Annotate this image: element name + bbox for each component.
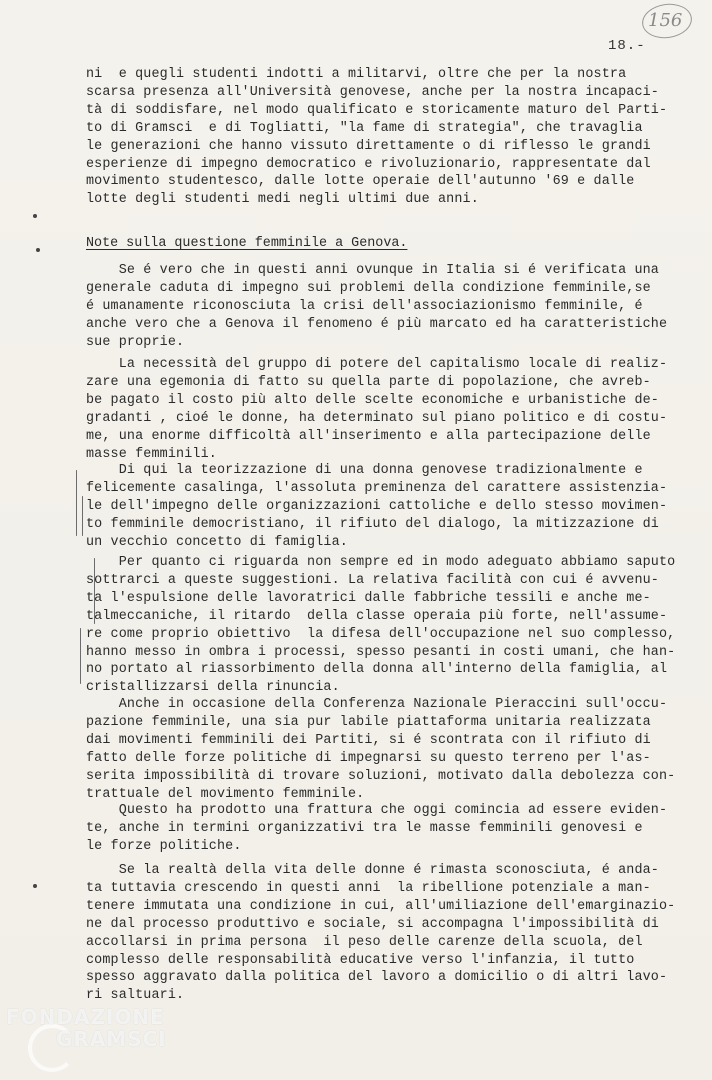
margin-bracket-line <box>76 470 77 536</box>
watermark-line-1: FONDAZIONE <box>6 1005 165 1029</box>
section-heading: Note sulla questione femminile a Genova. <box>86 236 408 251</box>
margin-bracket-line <box>82 496 83 536</box>
paragraph-5: Anche in occasione della Conferenza Nazionale Pieraccini sull'occu- pazione femminile, una sia pur labile piattaforma unitaria realizzata dai movimenti femminili dei Partiti, si é scontrata con il rifiuto di fatto delle forze politiche di impegnarsi su questo terreno per l'as- serita impossibilità di trovare soluzioni, motivato dalla debolezza con- trattuale del movimento femminile. <box>86 697 676 802</box>
paragraph-6: Questo ha prodotto una frattura che oggi comincia ad essere eviden- te, anche in termini organizzativi tra le masse femminili genovesi e le forze politiche. <box>86 803 668 854</box>
intro-paragraph: ni e quegli studenti indotti a militarvi, oltre che per la nostra scarsa presenza all'Università genovese, anche per la nostra incapaci- tà di soddisfare, nel modo qualificato e storicamente maturo del Parti- to di Gramsci e di Togliatti, "la fame di strategia", che travaglia le generazioni che hanno vissuto direttamente o di riflesso le grandi esperienze di impegno democratico e rivoluzionario, rappresentate dal movimento studentesco, dalle lotte operaie dell'autunno '69 e dalle lotte degli studenti medi negli ultimi due anni. <box>86 67 668 208</box>
margin-bracket-line <box>94 558 95 624</box>
paragraph-2: La necessità del gruppo di potere del capitalismo locale di realiz- zare una egemonia di fatto su quella parte di popolazione, che avreb- be pagato il costo più alto delle scelte economiche e urbanistiche de- gradanti , cioé le donne, ha determinato sul piano politico e di costu- me, una enorme difficoltà all'inserimento e alla partecipazione delle masse femminili. <box>86 357 668 462</box>
margin-dot <box>36 248 40 252</box>
archive-number-annotation: 156 <box>648 10 683 31</box>
paragraph-1: Se é vero che in questi anni ovunque in Italia si é verificata una generale caduta di impegno sui problemi della condizione femminile,se é umanamente riconosciuta la crisi dell'associazionismo femminile, é anche vero che a Genova il fenomeno é più marcato ed ha caratteristiche sue proprie. <box>86 263 668 350</box>
paragraph-7: Se la realtà della vita delle donne é rimasta sconosciuta, é anda- ta tuttavia crescendo in questi anni la ribellione potenziale a man- tenere immutata una condizione in cui, all'umiliazione dell'emarginazio- ne dal processo produttivo e sociale, si accompagna l'impossibilità di accollarsi in prima persona il peso delle carenze della scuola, del complesso delle responsabilità educative verso l'infanzia, il tutto spesso aggravato dalla politica del lavoro a domicilio o di altri lavo- ri saltuari. <box>86 863 676 1004</box>
margin-bracket-line <box>80 628 81 684</box>
paragraph-4: Per quanto ci riguarda non sempre ed in modo adeguato abbiamo saputo sottrarci a queste suggestioni. La relativa facilità con cui é avvenu- ta l'espulsione delle lavoratrici dalle fabbriche tessili e anche me- talmeccaniche, il ritardo della classe operaia più forte, nell'assume- re come proprio obiettivo la difesa dell'occupazione nel suo complesso, hanno messo in ombra i processi, spesso pesanti in costi umani, che han- no portato al riassorbimento della donna all'interno della famiglia, al cristallizzarsi della rinuncia. <box>86 555 676 696</box>
watermark-line-2: GRAMSCI <box>56 1027 167 1051</box>
watermark <box>6 1006 167 1050</box>
margin-dot <box>33 214 37 218</box>
paragraph-3: Di qui la teorizzazione di una donna genovese tradizionalmente e felicemente casalinga, l'assoluta preminenza del carattere assistenzia- le dell'impegno delle organizzazioni cattoliche e dello stesso movimen- to femminile democristiano, il rifiuto del dialogo, la mitizzazione di un vecchio concetto di famiglia. <box>86 463 668 550</box>
page-number: 18.- <box>608 38 646 54</box>
margin-dot <box>33 884 37 888</box>
